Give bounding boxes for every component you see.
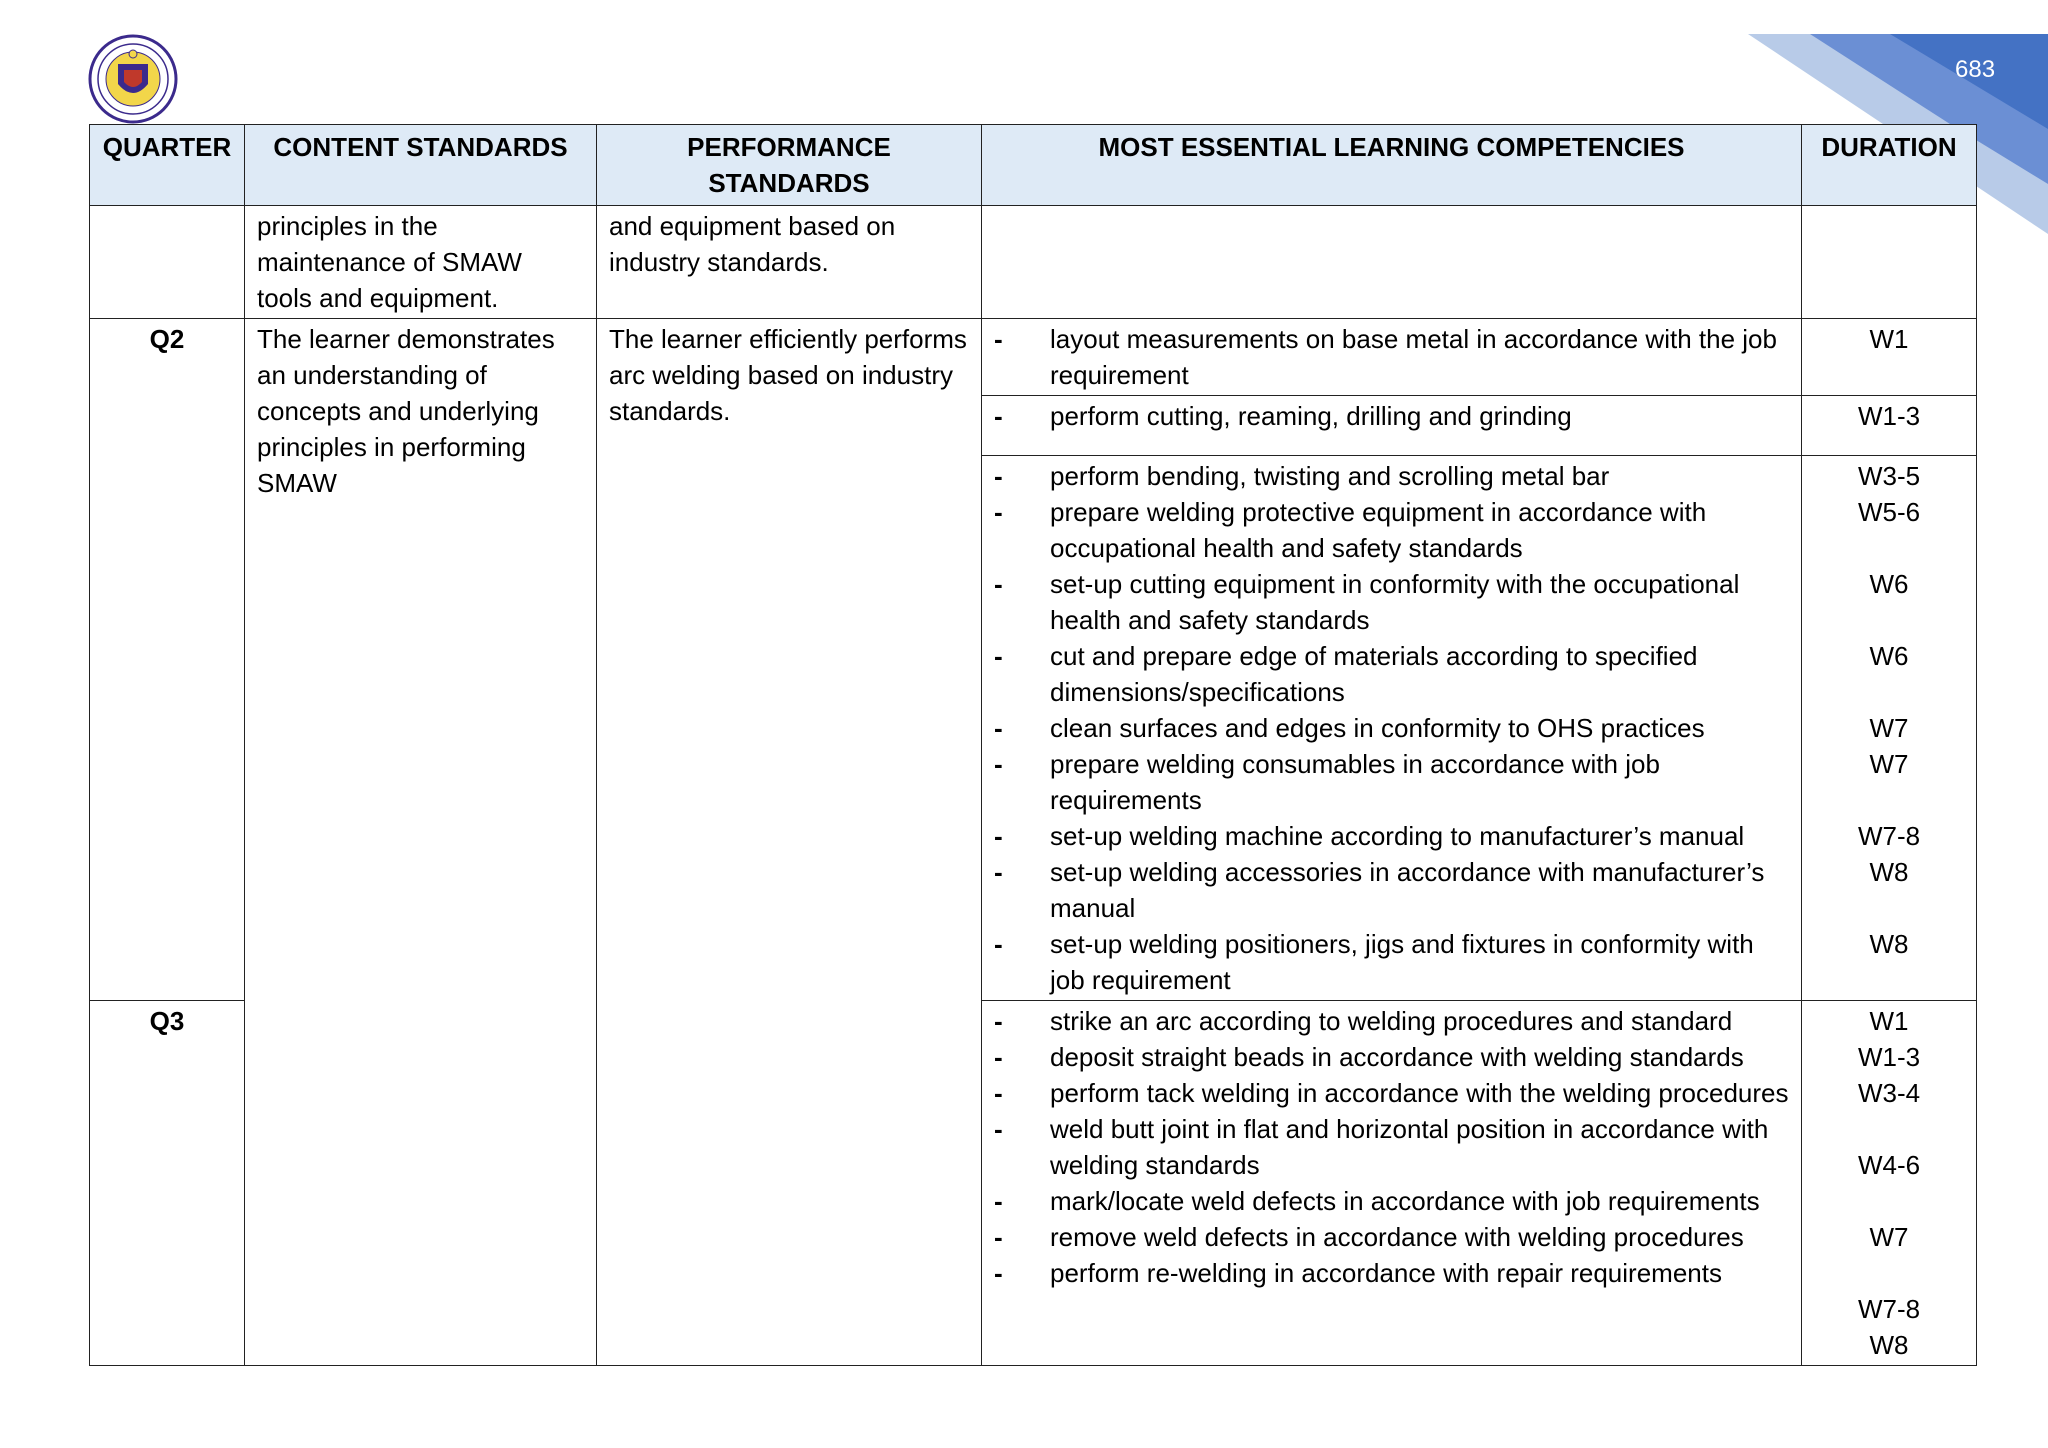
table-row <box>90 319 1977 396</box>
quarter-cell <box>90 206 245 319</box>
duration-value: W3-4 <box>1857 1078 1921 1108</box>
duration-value: W7-8 <box>1857 821 1921 851</box>
list-item: - clean surfaces and edges in conformity to OHS practices <box>994 710 1789 746</box>
list-item: - weld butt joint in flat and horizontal position in accordance with welding standards <box>994 1111 1789 1183</box>
duration-value: W8 <box>1869 929 1909 959</box>
list-item: - mark/locate weld defects in accordance with job requirements <box>994 1183 1789 1219</box>
page-number: 683 <box>1955 56 1996 83</box>
list-item: - perform cutting, reaming, drilling and grinding <box>994 398 1789 434</box>
duration-value: W7 <box>1869 749 1909 779</box>
competency-cell <box>982 206 1802 319</box>
competency-cell <box>982 1001 1802 1366</box>
competency-cell <box>982 456 1802 1001</box>
duration-value: W6 <box>1869 569 1909 599</box>
duration-cell <box>1802 206 1977 319</box>
header-performance-standards: PERFORMANCE STANDARDS <box>597 125 982 206</box>
competency-cell <box>982 319 1802 396</box>
header-melc: MOST ESSENTIAL LEARNING COMPETENCIES <box>982 125 1802 206</box>
list-item: - prepare welding protective equipment in accordance with occupational health and safety standards <box>994 494 1789 566</box>
quarter-cell: Q3 <box>90 1001 245 1366</box>
table-row <box>90 206 1977 319</box>
quarter-cell: Q2 <box>90 319 245 1001</box>
list-item: - set-up welding positioners, jigs and fixtures in conformity with job requirement <box>994 926 1789 998</box>
duration-cell <box>1802 456 1977 1001</box>
duration-cell: W1 <box>1802 319 1977 396</box>
duration-value: W6 <box>1869 641 1909 671</box>
list-item: - set-up cutting equipment in conformity with the occupational health and safety standards <box>994 566 1789 638</box>
performance-standard-cell: and equipment based on industry standards. <box>597 206 982 319</box>
header-quarter: QUARTER <box>90 125 245 206</box>
curriculum-table <box>89 124 1977 1366</box>
list-item: - remove weld defects in accordance with welding procedures <box>994 1219 1789 1255</box>
list-item: - set-up welding accessories in accordance with manufacturer’s manual <box>994 854 1789 926</box>
header-duration: DURATION <box>1802 125 1977 206</box>
performance-standard-cell: The learner efficiently performs arc welding based on industry standards. <box>597 319 982 1366</box>
list-item: - cut and prepare edge of materials according to specified dimensions/specifications <box>994 638 1789 710</box>
content-standard-cell: The learner demonstrates an understanding of concepts and underlying principles in performing SMAW <box>245 319 597 1366</box>
duration-value: W8 <box>1869 1330 1909 1360</box>
list-item: - perform tack welding in accordance with the welding procedures <box>994 1075 1789 1111</box>
duration-cell <box>1802 1001 1977 1366</box>
list-item: - deposit straight beads in accordance with welding standards <box>994 1039 1789 1075</box>
list-item: - strike an arc according to welding procedures and standard <box>994 1003 1789 1039</box>
competency-cell <box>982 396 1802 456</box>
duration-value: W3-5 <box>1857 461 1921 491</box>
list-item: - perform bending, twisting and scrolling metal bar <box>994 458 1789 494</box>
list-item: - perform re-welding in accordance with repair requirements <box>994 1255 1789 1291</box>
list-item: - set-up welding machine according to manufacturer’s manual <box>994 818 1789 854</box>
duration-value: W5-6 <box>1857 497 1921 527</box>
header-content-standards: CONTENT STANDARDS <box>245 125 597 206</box>
duration-value: W1-3 <box>1857 1042 1921 1072</box>
duration-value: W7-8 <box>1857 1294 1921 1324</box>
duration-value: W7 <box>1869 1222 1909 1252</box>
duration-value: W1 <box>1869 1006 1909 1036</box>
duration-value: W8 <box>1869 857 1909 887</box>
content-standard-cell: principles in the maintenance of SMAW tools and equipment. <box>245 206 597 319</box>
list-item: - layout measurements on base metal in accordance with the job requirement <box>994 321 1789 393</box>
duration-value: W7 <box>1869 713 1909 743</box>
duration-value: W4-6 <box>1857 1150 1921 1180</box>
duration-cell: W1-3 <box>1802 396 1977 456</box>
deped-seal-icon <box>88 34 178 124</box>
list-item: - prepare welding consumables in accordance with job requirements <box>994 746 1789 818</box>
table-header-row <box>90 125 1977 206</box>
